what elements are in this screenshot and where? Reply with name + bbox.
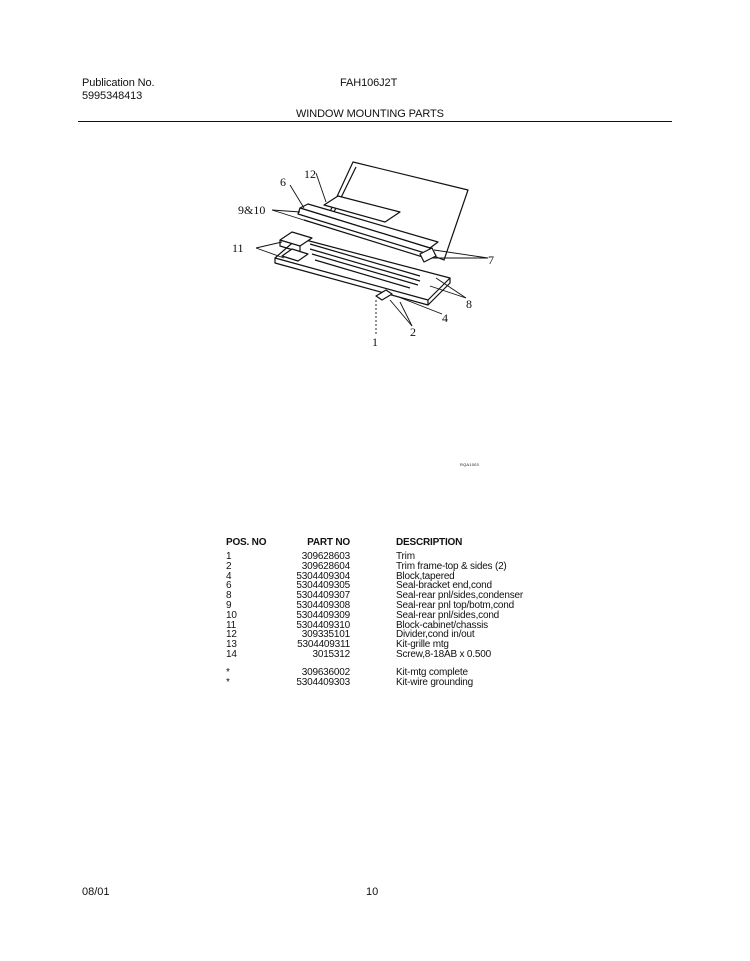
header-part: PART NO xyxy=(307,537,350,548)
row-description: Seal-rear pnl/sides,cond xyxy=(396,609,500,621)
header-rule xyxy=(78,121,672,122)
row-description: Block,tapered xyxy=(396,570,455,582)
footer-date: 08/01 xyxy=(82,886,110,898)
row-pos: 12 xyxy=(226,629,237,641)
model-number: FAH106J2T xyxy=(340,77,398,89)
row-part-number: 5304409308 xyxy=(296,599,350,611)
callout-1: 1 xyxy=(372,335,378,349)
callout-2: 2 xyxy=(410,325,416,339)
callout-11: 11 xyxy=(232,241,244,255)
row-description: Trim xyxy=(396,551,415,562)
row-description: Seal-bracket end,cond xyxy=(396,580,492,592)
callout-6: 6 xyxy=(280,175,286,189)
callout-8: 8 xyxy=(466,297,472,311)
row-description: Divider,cond in/out xyxy=(396,629,475,641)
row-part-number: 5304409303 xyxy=(296,676,350,688)
page-number: 10 xyxy=(366,886,379,898)
callout-9-10: 9&10 xyxy=(238,203,266,217)
row-pos: * xyxy=(226,676,230,688)
row-pos: 14 xyxy=(226,648,237,660)
section-title: WINDOW MOUNTING PARTS xyxy=(296,108,444,120)
row-part-number: 309636002 xyxy=(301,666,350,678)
row-description: Seal-rear pnl top/botm,cond xyxy=(396,599,515,611)
row-pos: 10 xyxy=(226,609,237,621)
row-pos: * xyxy=(226,666,230,678)
row-part-number: 5304409305 xyxy=(296,580,350,592)
row-description: Kit-wire grounding xyxy=(396,676,473,688)
callout-4: 4 xyxy=(442,311,448,325)
row-part-number: 5304409309 xyxy=(296,609,350,621)
row-description: Seal-rear pnl/sides,condenser xyxy=(396,590,524,602)
row-pos: 6 xyxy=(226,580,232,592)
row-part-number: 5304409311 xyxy=(297,639,350,651)
row-part-number: 5304409310 xyxy=(296,619,350,631)
row-pos: 8 xyxy=(226,590,232,602)
row-pos: 2 xyxy=(226,560,232,572)
row-pos: 13 xyxy=(226,639,237,651)
row-part-number: 5304409304 xyxy=(296,570,350,582)
header-desc: DESCRIPTION xyxy=(396,537,463,548)
callout-12: 12 xyxy=(304,167,316,181)
row-description: Kit-mtg complete xyxy=(396,666,468,678)
diagram-code: RQA1003 xyxy=(460,462,479,467)
row-pos: 1 xyxy=(226,551,232,562)
row-description: Trim frame-top & sides (2) xyxy=(396,560,507,572)
row-part-number: 5304409307 xyxy=(296,590,350,602)
row-part-number: 3015312 xyxy=(312,648,350,660)
callout-7: 7 xyxy=(488,253,494,267)
row-part-number: 309335101 xyxy=(301,629,350,641)
row-pos: 4 xyxy=(226,570,232,582)
header-pos: POS. NO xyxy=(226,537,267,548)
row-pos: 11 xyxy=(226,619,236,631)
row-part-number: 309628603 xyxy=(301,551,350,562)
row-description: Kit-grille mtg xyxy=(396,639,449,651)
row-part-number: 309628604 xyxy=(301,560,350,572)
publication-number: 5995348413 xyxy=(82,90,143,102)
row-description: Block-cabinet/chassis xyxy=(396,619,488,631)
row-description: Screw,8-18AB x 0.500 xyxy=(396,648,491,660)
row-pos: 9 xyxy=(226,599,232,611)
exploded-parts-diagram xyxy=(220,150,510,350)
publication-label: Publication No. xyxy=(82,77,155,89)
